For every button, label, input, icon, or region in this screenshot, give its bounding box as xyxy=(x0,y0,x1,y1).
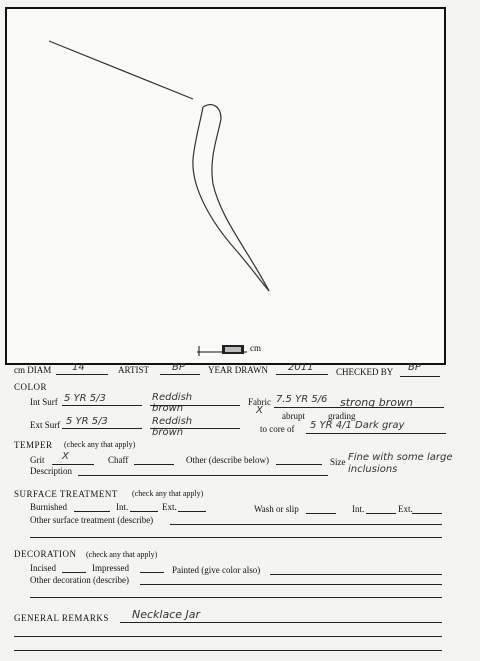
int-surf-label: Int Surf xyxy=(30,397,58,407)
other-temper-label: Other (describe below) xyxy=(186,455,269,465)
grit-mark: X xyxy=(62,451,69,462)
core-label: to core of xyxy=(260,424,295,434)
wash-slip-label: Wash or slip xyxy=(254,504,299,514)
decoration-note: (check any that apply) xyxy=(86,550,158,559)
diameter-line xyxy=(49,41,193,99)
ext-surf-desc: Reddish brown xyxy=(152,416,193,438)
size-label: Size xyxy=(330,457,346,467)
other-decoration-label: Other decoration (describe) xyxy=(30,575,129,585)
ext-surf-value: 5 YR 5/3 xyxy=(66,416,108,427)
burnished-label: Burnished xyxy=(30,502,67,512)
diam-value: 14 xyxy=(72,362,85,373)
int-surf-desc: Reddish brown xyxy=(152,392,193,414)
checked-by-value: BP xyxy=(408,362,421,373)
core-value: 5 YR 4/1 Dark gray xyxy=(310,420,405,431)
incised-label: Incised xyxy=(30,563,56,573)
temper-note: (check any that apply) xyxy=(64,440,136,449)
burnished-int-label: Int. xyxy=(116,502,129,512)
description-label: Description xyxy=(30,466,72,476)
surface-note: (check any that apply) xyxy=(132,489,204,498)
int-surf-value: 5 YR 5/3 xyxy=(64,393,106,404)
decoration-section-title: DECORATION xyxy=(14,549,77,559)
artist-value: BP xyxy=(172,362,185,373)
abrupt-label: abrupt xyxy=(282,411,305,421)
wash-ext-label: Ext. xyxy=(398,504,413,514)
wash-int-label: Int. xyxy=(352,504,365,514)
year-drawn-value: 2011 xyxy=(288,362,314,373)
grading-label: grading xyxy=(328,411,356,421)
year-drawn-label: YEAR DRAWN xyxy=(208,365,269,375)
ext-surf-label: Ext Surf xyxy=(30,420,61,430)
artist-label: ARTIST xyxy=(118,365,149,375)
impressed-label: Impressed xyxy=(92,563,129,573)
surface-section-title: SURFACE TREATMENT xyxy=(14,489,118,499)
profile-inner-line xyxy=(193,107,269,291)
fabric-desc: strong brown xyxy=(340,396,413,409)
profile-drawing xyxy=(7,9,444,363)
fabric-value: 7.5 YR 5/6 xyxy=(276,394,328,405)
profile-outer-line xyxy=(203,105,269,291)
chaff-label: Chaff xyxy=(108,455,129,465)
abrupt-mark: X xyxy=(256,405,263,416)
color-section-title: COLOR xyxy=(14,382,48,392)
size-value: Fine with some large inclusions xyxy=(348,452,453,475)
scale-label: cm xyxy=(250,343,261,353)
drawing-area xyxy=(5,7,446,365)
checked-by-label: CHECKED BY xyxy=(336,367,394,377)
fabric-label: Fabric xyxy=(248,397,271,407)
other-surface-label: Other surface treatment (describe) xyxy=(30,515,154,525)
burnished-ext-label: Ext. xyxy=(162,502,177,512)
temper-section-title: TEMPER xyxy=(14,440,53,450)
painted-label: Painted (give color also) xyxy=(172,565,261,575)
remarks-section-title: GENERAL REMARKS xyxy=(14,613,109,623)
grit-label: Grit xyxy=(30,455,45,465)
remarks-value: Necklace Jar xyxy=(132,608,201,621)
diam-label: cm DIAM xyxy=(14,365,52,375)
